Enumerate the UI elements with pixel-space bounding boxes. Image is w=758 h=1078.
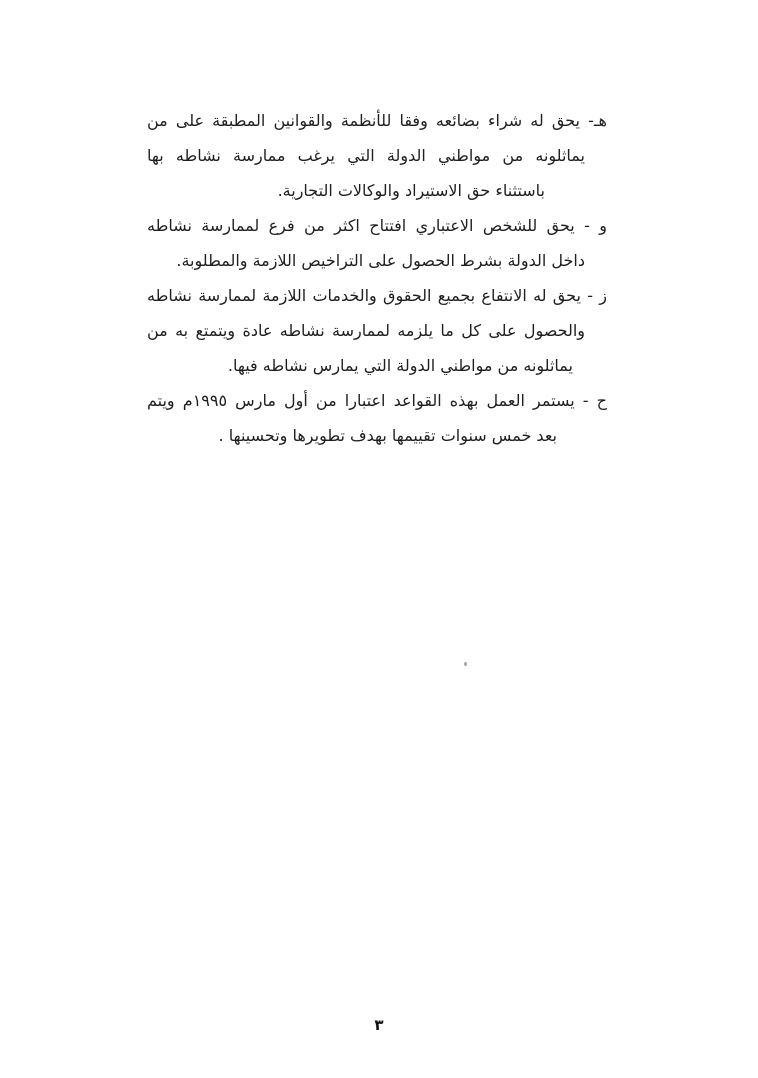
- page-number: ٣: [374, 1016, 384, 1034]
- clause-z-line-2: والحصول على كل ما يلزمه لممارسة نشاطه عادة ويتمتع به من: [147, 321, 585, 340]
- scan-artifact-dot: [464, 662, 467, 666]
- clause-h-line-1: هـ- يحق له شراء بضائعه وفقا للأنظمة والقوانين المطبقة على من: [147, 111, 607, 130]
- clause-hh-line-2: بعد خمس سنوات تقييمها بهدف تطويرها وتحسينها .: [218, 426, 557, 445]
- clause-h-line-3: باستثناء حق الاستيراد والوكالات التجارية.: [277, 181, 545, 200]
- clause-h-line-2: يماثلونه من مواطني الدولة التي يرغب ممارسة نشاطه بها: [147, 146, 585, 165]
- body-text-block: [147, 103, 607, 453]
- clause-w-line-2: داخل الدولة بشرط الحصول على التراخيص اللازمة والمطلوبة.: [176, 251, 585, 270]
- clause-z-line-1: ز - يحق له الانتفاع بجميع الحقوق والخدمات اللازمة لممارسة نشاطه: [147, 286, 607, 305]
- clause-z-line-3: يماثلونه من مواطني الدولة التي يمارس نشاطه فيها.: [227, 356, 573, 375]
- clause-w-line-1: و - يحق للشخص الاعتباري افتتاح اكثر من فرع لممارسة نشاطه: [147, 216, 607, 235]
- clause-hh-line-1: ح - يستمر العمل بهذه القواعد اعتبارا من أول مارس ١٩٩٥م ويتم: [147, 391, 607, 410]
